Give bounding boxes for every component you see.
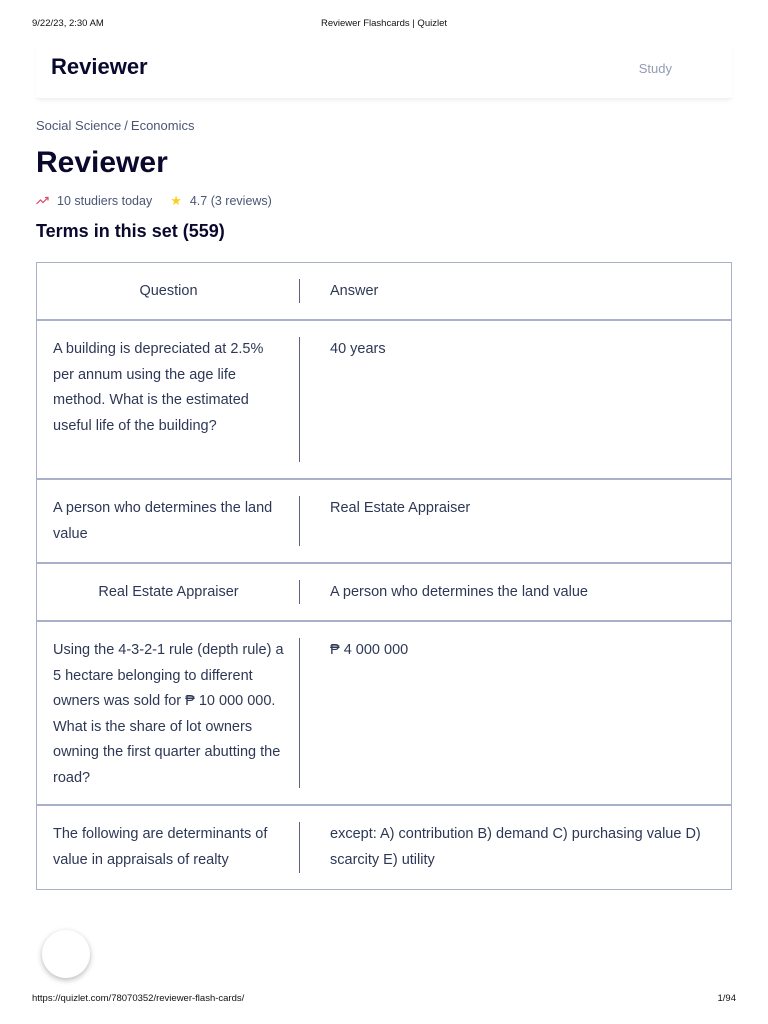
term-text: Using the 4-3-2-1 rule (depth rule) a 5 hectare belonging to different owners was sold for ₱ 10 000 000. What is the share of lot owners owning the first quarter abutting the road? [37, 622, 300, 804]
breadcrumb-item-social-science[interactable]: Social Science [36, 118, 122, 133]
term-row [37, 564, 731, 622]
term-row [37, 263, 731, 321]
term-text: Real Estate Appraiser [37, 564, 300, 620]
print-url: https://quizlet.com/78070352/reviewer-flash-cards/ [32, 993, 245, 1004]
print-page-number: 1/94 [717, 993, 736, 1004]
breadcrumb [36, 118, 194, 133]
breadcrumb-item-economics[interactable]: Economics [130, 118, 195, 133]
breadcrumb-separator: / [124, 118, 128, 133]
term-text: A person who determines the land value [37, 480, 300, 562]
brand-title: Reviewer [51, 54, 148, 79]
star-icon: ★ [170, 193, 182, 208]
definition-text: Answer [330, 283, 379, 299]
term-row [37, 321, 731, 480]
studiers-count: 10 studiers today [57, 194, 153, 208]
terms-list [36, 262, 732, 890]
page-title: Reviewer [36, 146, 168, 179]
trending-up-icon [36, 194, 49, 208]
definition-text: A person who determines the land value [330, 584, 588, 600]
topbar [36, 42, 732, 99]
term-row [37, 806, 731, 889]
term-row [37, 480, 731, 564]
definition-text: ₱ 4 000 000 [330, 642, 409, 658]
term-text: The following are determinants of value in appraisals of realty [37, 806, 300, 889]
terms-heading: Terms in this set (559) [36, 221, 225, 241]
print-page-title: Reviewer Flashcards | Quizlet [320, 18, 447, 29]
definition-text: except: A) contribution B) demand C) purchasing value D) scarcity E) utility [330, 826, 701, 868]
study-link[interactable]: Study [638, 61, 672, 76]
floating-action-button[interactable] [42, 930, 90, 978]
definition-text: Real Estate Appraiser [330, 500, 471, 516]
term-text: Question [37, 263, 300, 319]
term-text: A building is depreciated at 2.5% per annum using the age life method. What is the estimated useful life of the building? [37, 321, 300, 478]
definition-text: 40 years [330, 341, 386, 357]
print-header [32, 18, 736, 32]
rating[interactable]: 4.7 (3 reviews) [189, 194, 272, 208]
print-datetime: 9/22/23, 2:30 AM [32, 18, 104, 29]
term-row [37, 622, 731, 806]
set-stats [36, 193, 272, 209]
